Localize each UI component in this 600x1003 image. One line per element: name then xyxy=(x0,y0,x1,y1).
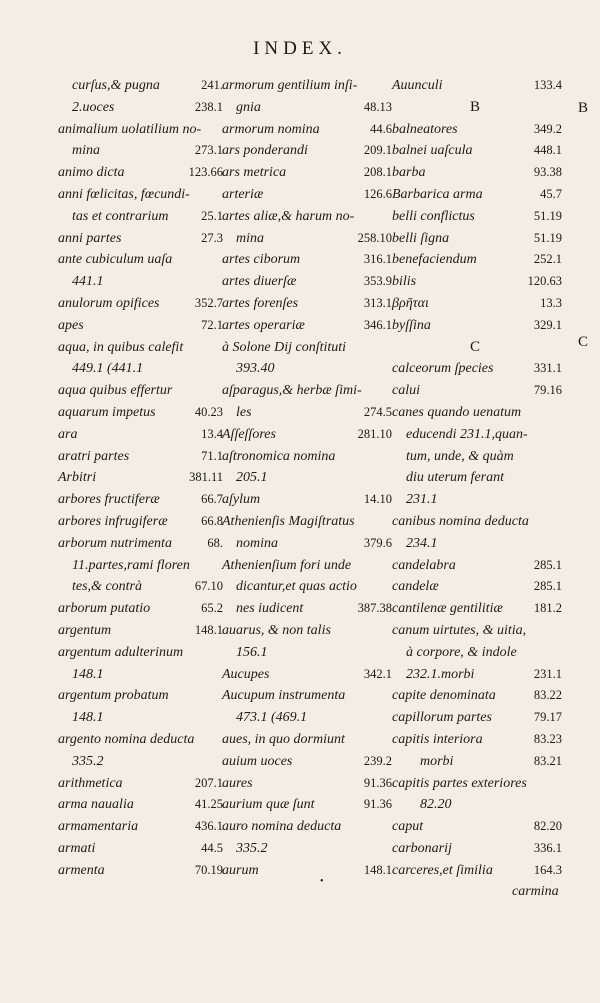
index-entry xyxy=(58,75,223,97)
index-entry xyxy=(58,337,223,359)
entry-reference: 381.11 xyxy=(189,470,223,485)
index-entry xyxy=(392,75,562,97)
entry-reference: 14.10 xyxy=(363,492,392,507)
index-entry xyxy=(222,380,392,402)
index-entry xyxy=(222,576,392,598)
index-entry xyxy=(58,402,223,424)
entry-reference: 148.1 xyxy=(363,862,392,877)
entry-term: arma naualia xyxy=(58,797,134,813)
entry-reference: 346.1 xyxy=(363,317,392,332)
entry-term: artes diuerſæ xyxy=(222,274,297,290)
entry-term: artes aliæ,& harum no- xyxy=(222,208,355,224)
index-entry xyxy=(222,228,392,250)
entry-reference: 448.1 xyxy=(533,143,562,158)
index-entry xyxy=(222,315,392,337)
index-entry xyxy=(58,598,223,620)
index-entry xyxy=(392,794,562,816)
entry-term: gnia xyxy=(236,99,261,115)
entry-term: mina xyxy=(72,143,100,159)
index-entry xyxy=(58,685,223,707)
entry-term: Barbarica arma xyxy=(392,186,483,202)
index-entry xyxy=(222,424,392,446)
entry-term: 205.1 xyxy=(236,470,268,486)
entry-term: aures xyxy=(222,775,253,791)
index-entry xyxy=(222,838,392,860)
index-entry xyxy=(58,358,223,380)
index-entry xyxy=(222,555,392,577)
entry-term: ara xyxy=(58,426,78,442)
index-entry xyxy=(222,533,392,555)
entry-term: aratri partes xyxy=(58,448,130,464)
index-entry xyxy=(222,337,392,359)
entry-term: morbi xyxy=(420,753,454,769)
index-entry xyxy=(58,751,223,773)
entry-reference: 258.10 xyxy=(357,230,392,245)
index-entry xyxy=(392,576,562,598)
index-entry xyxy=(58,816,223,838)
entry-term: canum uirtutes, & uitia, xyxy=(392,622,527,638)
index-column-1 xyxy=(58,75,223,881)
entry-term: calui xyxy=(392,383,420,399)
index-entry xyxy=(222,75,392,97)
entry-reference: 68. xyxy=(207,535,223,550)
index-entry xyxy=(58,729,223,751)
index-entry xyxy=(392,206,562,228)
entry-term: à Solone Dij conſtituti xyxy=(222,339,347,355)
index-entry xyxy=(222,642,392,664)
entry-term: armorum gentilium inſi- xyxy=(222,78,358,93)
index-entry xyxy=(222,358,392,380)
index-entry xyxy=(392,467,562,489)
entry-reference: 67.10 xyxy=(194,579,223,594)
entry-term: balneatores xyxy=(392,121,458,137)
entry-reference: 27.3 xyxy=(201,230,223,245)
entry-term: capillorum partes xyxy=(392,710,492,726)
entry-reference: 72.1 xyxy=(201,317,223,332)
index-entry xyxy=(392,337,562,359)
entry-term: argentum xyxy=(58,622,112,638)
entry-term: carmina xyxy=(512,884,559,900)
entry-term: tes,& contrà xyxy=(72,579,142,595)
entry-term: ante cubiculum uaſa xyxy=(58,252,173,268)
entry-term: carbonarij xyxy=(392,840,452,856)
entry-reference: 65.2 xyxy=(201,601,223,616)
entry-term: armenta xyxy=(58,862,105,878)
entry-reference: 83.23 xyxy=(533,731,562,746)
entry-term: educendi 231.1,quan- xyxy=(406,426,528,442)
index-entry xyxy=(392,380,562,402)
index-entry xyxy=(222,402,392,424)
entry-reference: 25.1 xyxy=(201,208,223,223)
entry-term: 148.1 xyxy=(72,666,104,682)
entry-reference: 91.36 xyxy=(363,775,392,790)
index-entry xyxy=(392,249,562,271)
index-entry xyxy=(222,489,392,511)
index-entry xyxy=(222,467,392,489)
index-entry xyxy=(58,206,223,228)
entry-term: capite denominata xyxy=(392,688,496,704)
entry-term: candelæ xyxy=(392,579,439,595)
entry-reference: 83.22 xyxy=(533,688,562,703)
entry-reference: 148.1 xyxy=(194,622,223,637)
index-entry xyxy=(222,446,392,468)
entry-term: arithmetica xyxy=(58,775,123,791)
entry-reference: 66.7 xyxy=(201,492,223,507)
entry-reference: 133.4 xyxy=(533,78,562,92)
index-entry xyxy=(58,773,223,795)
index-entry xyxy=(222,794,392,816)
entry-reference: 281.10 xyxy=(357,426,392,441)
index-entry xyxy=(58,576,223,598)
entry-term: arteriæ xyxy=(222,186,264,202)
entry-term: candelabra xyxy=(392,557,456,573)
entry-term: anni partes xyxy=(58,230,122,246)
entry-term: 441.1 xyxy=(72,274,104,290)
entry-reference: 79.17 xyxy=(533,710,562,725)
entry-term: armati xyxy=(58,840,96,856)
entry-term: dicantur,et quas actio xyxy=(236,579,357,595)
index-entry xyxy=(222,685,392,707)
index-entry xyxy=(58,794,223,816)
index-entry xyxy=(392,446,562,468)
entry-reference: 285.1 xyxy=(533,557,562,572)
entry-reference: 238.1 xyxy=(194,99,223,114)
entry-term: barba xyxy=(392,165,426,181)
index-entry xyxy=(58,489,223,511)
entry-term: 156.1 xyxy=(236,644,268,660)
entry-term: 335.2 xyxy=(72,753,104,769)
entry-term: Aſſeſſores xyxy=(222,426,276,442)
index-entry xyxy=(392,140,562,162)
entry-term: argentum adulterinum xyxy=(58,644,184,660)
entry-term: bilis xyxy=(392,274,417,290)
index-entry xyxy=(392,97,562,119)
index-entry xyxy=(58,228,223,250)
entry-term: 335.2 xyxy=(236,840,268,856)
entry-reference: 231.1 xyxy=(533,666,562,681)
entry-term: 231.1 xyxy=(406,492,438,508)
entry-reference: 44.6 xyxy=(370,121,392,136)
entry-term: Athenienſium fori unde xyxy=(222,557,352,573)
entry-term: 2.uoces xyxy=(72,99,115,115)
index-entry xyxy=(222,751,392,773)
entry-term: aquarum impetus xyxy=(58,404,156,420)
index-entry xyxy=(392,511,562,533)
entry-term: arbores fructiferæ xyxy=(58,492,160,508)
index-entry xyxy=(58,860,223,882)
entry-term: tas et contrarium xyxy=(72,208,169,224)
entry-term: capitis partes exteriores xyxy=(392,775,527,791)
entry-term: carceres,et ſimilia xyxy=(392,862,493,878)
entry-term: 473.1 (469.1 xyxy=(236,710,308,726)
index-entry xyxy=(58,707,223,729)
entry-reference: 48.13 xyxy=(363,99,392,114)
index-entry xyxy=(392,271,562,293)
index-entry xyxy=(222,664,392,686)
entry-reference: 387.38 xyxy=(357,601,392,616)
index-entry xyxy=(392,685,562,707)
entry-term: aſparagus,& herbæ ſimi- xyxy=(222,383,362,399)
margin-letter-b: B xyxy=(578,100,589,116)
index-entry xyxy=(392,881,562,903)
entry-reference: 209.1 xyxy=(363,143,392,158)
index-entry xyxy=(392,642,562,664)
entry-reference: 336.1 xyxy=(533,840,562,855)
entry-term: balnei uaſcula xyxy=(392,143,473,159)
index-entry xyxy=(392,816,562,838)
index-entry xyxy=(222,140,392,162)
index-entry xyxy=(222,860,392,882)
entry-term: nomina xyxy=(236,535,278,551)
entry-reference: 352.7 xyxy=(194,295,223,310)
entry-term: animo dicta xyxy=(58,165,125,181)
index-entry xyxy=(58,838,223,860)
index-entry xyxy=(392,664,562,686)
entry-reference: 45.7 xyxy=(540,186,562,201)
index-entry xyxy=(392,162,562,184)
index-entry xyxy=(222,773,392,795)
entry-term: Arbitri xyxy=(58,470,97,486)
entry-reference: 91.36 xyxy=(363,797,392,812)
index-entry xyxy=(58,97,223,119)
index-entry xyxy=(222,249,392,271)
index-entry xyxy=(392,402,562,424)
index-entry xyxy=(222,271,392,293)
index-entry xyxy=(58,511,223,533)
index-entry xyxy=(58,380,223,402)
index-entry xyxy=(392,773,562,795)
index-entry xyxy=(392,555,562,577)
index-entry xyxy=(58,119,223,141)
entry-term: Aucupum instrumenta xyxy=(222,688,346,704)
entry-term: argento nomina deducta xyxy=(58,731,195,747)
entry-term: nes iudicent xyxy=(236,601,304,617)
entry-term: auro nomina deducta xyxy=(222,819,342,835)
entry-term: artes forenſes xyxy=(222,295,299,311)
entry-reference: 241. xyxy=(201,78,223,92)
entry-term: 148.1 xyxy=(72,710,104,726)
entry-term: aqua quibus effertur xyxy=(58,383,173,399)
entry-term: anulorum opifices xyxy=(58,295,160,311)
entry-term: byſſina xyxy=(392,317,431,333)
entry-term: tum, unde, & quàm xyxy=(406,448,514,464)
entry-term: Aucupes xyxy=(222,666,270,682)
entry-term: aſylum xyxy=(222,492,261,508)
index-entry xyxy=(58,315,223,337)
entry-term: les xyxy=(236,404,252,420)
index-entry xyxy=(392,707,562,729)
entry-reference: 164.3 xyxy=(533,862,562,877)
index-entry xyxy=(58,555,223,577)
index-entry xyxy=(58,271,223,293)
entry-term: capitis interiora xyxy=(392,731,483,747)
entry-term: 82.20 xyxy=(420,797,452,813)
entry-term: mina xyxy=(236,230,264,246)
entry-reference: 207.1 xyxy=(194,775,223,790)
entry-term: Auunculi xyxy=(392,78,443,93)
entry-reference: 331.1 xyxy=(533,361,562,376)
index-entry xyxy=(58,184,223,206)
index-entry xyxy=(58,446,223,468)
entry-reference: 120.63 xyxy=(527,274,562,289)
index-entry xyxy=(58,293,223,315)
index-entry xyxy=(222,729,392,751)
entry-reference: 93.38 xyxy=(533,165,562,180)
index-entry xyxy=(392,315,562,337)
index-entry xyxy=(222,511,392,533)
entry-reference: 83.21 xyxy=(533,753,562,768)
entry-term: caput xyxy=(392,819,424,835)
entry-term: auium uoces xyxy=(222,753,293,769)
page-title: INDEX. xyxy=(253,38,347,59)
index-entry xyxy=(392,184,562,206)
entry-reference: 252.1 xyxy=(533,252,562,267)
entry-term: cantilenæ gentilitiæ xyxy=(392,601,503,617)
entry-reference: 329.1 xyxy=(533,317,562,332)
entry-reference: 40.23 xyxy=(194,404,223,419)
entry-term: 449.1 (441.1 xyxy=(72,361,144,377)
entry-term: arborum putatio xyxy=(58,601,151,617)
entry-reference: 13.3 xyxy=(540,295,562,310)
index-entry xyxy=(58,140,223,162)
entry-reference: 44.5 xyxy=(201,840,223,855)
entry-reference: 51.19 xyxy=(533,230,562,245)
entry-term: βρῆται xyxy=(392,295,429,311)
entry-reference: 66.8 xyxy=(201,513,223,528)
entry-term: aues, in quo dormiunt xyxy=(222,731,345,747)
index-column-2 xyxy=(222,75,392,881)
entry-term: arbores infrugiferæ xyxy=(58,513,168,529)
index-entry xyxy=(58,642,223,664)
entry-reference: 13.4 xyxy=(201,426,223,441)
index-entry xyxy=(392,228,562,250)
index-entry xyxy=(58,620,223,642)
index-entry xyxy=(222,598,392,620)
entry-term: ars metrica xyxy=(222,165,287,181)
index-entry xyxy=(222,206,392,228)
entry-reference: 71.1 xyxy=(201,448,223,463)
section-letter: B xyxy=(470,98,481,115)
entry-term: artes ciborum xyxy=(222,252,301,268)
index-entry xyxy=(222,162,392,184)
entry-reference: 126.6 xyxy=(363,186,392,201)
entry-term: benefaciendum xyxy=(392,252,477,268)
entry-term: curſus,& pugna xyxy=(72,78,160,93)
entry-term: aſtronomica nomina xyxy=(222,448,336,464)
entry-reference: 123.66 xyxy=(188,165,223,180)
index-entry xyxy=(222,707,392,729)
entry-term: à corpore, & indole xyxy=(406,644,517,660)
index-entry xyxy=(392,533,562,555)
margin-letter-c: C xyxy=(578,334,589,350)
entry-reference: 79.16 xyxy=(533,383,562,398)
entry-term: apes xyxy=(58,317,84,333)
entry-term: belli ſigna xyxy=(392,230,450,246)
index-entry xyxy=(222,97,392,119)
entry-term: aqua, in quibus calefit xyxy=(58,339,184,355)
entry-term: 11.partes,rami floren xyxy=(72,557,190,573)
entry-term: armorum nomina xyxy=(222,121,320,137)
entry-term: aurum xyxy=(222,862,259,878)
entry-term: argentum probatum xyxy=(58,688,169,704)
entry-reference: 316.1 xyxy=(363,252,392,267)
index-entry xyxy=(392,489,562,511)
entry-term: ars ponderandi xyxy=(222,143,308,159)
index-entry xyxy=(58,424,223,446)
index-entry xyxy=(58,533,223,555)
entry-term: anni fœlicitas, fœcundi- xyxy=(58,186,190,202)
entry-reference: 51.19 xyxy=(533,208,562,223)
index-entry xyxy=(392,751,562,773)
entry-reference: 70.19 xyxy=(194,862,223,877)
index-entry xyxy=(392,838,562,860)
entry-term: 393.40 xyxy=(236,361,275,377)
entry-term: 232.1.morbi xyxy=(406,666,475,682)
entry-reference: 313.1 xyxy=(363,295,392,310)
entry-reference: 342.1 xyxy=(363,666,392,681)
index-entry xyxy=(58,664,223,686)
index-entry xyxy=(392,860,562,882)
index-entry xyxy=(392,358,562,380)
index-column-3 xyxy=(392,75,562,903)
entry-term: diu uterum ferant xyxy=(406,470,504,486)
entry-term: aurium quæ ſunt xyxy=(222,797,315,813)
entry-term: 234.1 xyxy=(406,535,438,551)
index-entry xyxy=(392,119,562,141)
entry-reference: 353.9 xyxy=(363,274,392,289)
index-entry xyxy=(58,162,223,184)
index-entry xyxy=(392,620,562,642)
print-mark: • xyxy=(320,876,324,887)
index-entry xyxy=(222,620,392,642)
entry-term: auarus, & non talis xyxy=(222,622,331,638)
index-entry xyxy=(222,816,392,838)
entry-term: canes quando uenatum xyxy=(392,404,522,420)
entry-reference: 181.2 xyxy=(533,601,562,616)
entry-reference: 41.25 xyxy=(194,797,223,812)
index-entry xyxy=(58,249,223,271)
entry-term: arborum nutrimenta xyxy=(58,535,172,551)
entry-reference: 82.20 xyxy=(533,819,562,834)
entry-reference: 208.1 xyxy=(363,165,392,180)
entry-reference: 379.6 xyxy=(363,535,392,550)
index-entry xyxy=(392,598,562,620)
index-entry xyxy=(222,184,392,206)
index-entry xyxy=(222,293,392,315)
index-entry xyxy=(392,424,562,446)
entry-term: belli conflictus xyxy=(392,208,475,224)
entry-term: Athenienſis Magiſtratus xyxy=(222,513,355,529)
section-letter: C xyxy=(470,338,481,355)
entry-term: calceorum ſpecies xyxy=(392,361,494,377)
index-entry xyxy=(58,467,223,489)
entry-term: animalium uolatilium no- xyxy=(58,121,202,137)
entry-reference: 436.1 xyxy=(194,819,223,834)
entry-reference: 239.2 xyxy=(363,753,392,768)
index-entry xyxy=(392,293,562,315)
index-entry xyxy=(392,729,562,751)
entry-reference: 349.2 xyxy=(533,121,562,136)
index-entry xyxy=(222,119,392,141)
entry-reference: 285.1 xyxy=(533,579,562,594)
entry-term: artes operariæ xyxy=(222,317,305,333)
entry-term: armamentaria xyxy=(58,819,139,835)
entry-term: canibus nomina deducta xyxy=(392,513,529,529)
entry-reference: 273.1 xyxy=(194,143,223,158)
entry-reference: 274.5 xyxy=(363,404,392,419)
